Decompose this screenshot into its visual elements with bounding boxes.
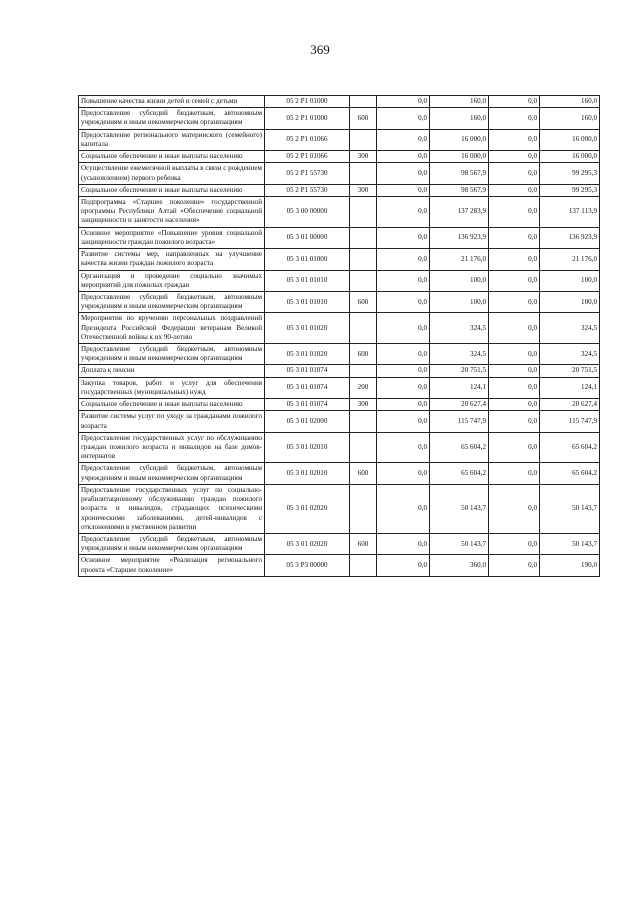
row-code: 05 3 01 02000 [265,411,350,432]
row-value-2: 98 567,9 [430,184,489,196]
row-expense-type: 200 [350,377,377,398]
row-value-2: 20 751,5 [430,365,489,377]
row-value-3: 0,0 [489,108,540,129]
row-name: Предоставление государственных услуг по социально-реабилитационному обслуживанию граждан пожилого возраста и инвалидов, страдающих психическими хроническими заболеваниями, детей-инвалидов с отклонениями в умственном развитии [79,484,265,533]
row-expense-type: 600 [350,533,377,554]
row-value-2: 65 604,2 [430,463,489,484]
table-row [79,313,600,344]
row-value-4: 16 000,0 [540,151,600,163]
table-row [79,432,600,463]
row-value-2: 16 000,0 [430,151,489,163]
row-name: Развитие системы мер, направленных на улучшение качества жизни граждан пожилого возраста [79,249,265,270]
row-value-2: 115 747,9 [430,411,489,432]
row-value-3: 0,0 [489,555,540,576]
table-row [79,377,600,398]
row-code: 05 2 P1 01000 [265,96,350,108]
row-expense-type: 300 [350,184,377,196]
row-name: Доплата к пенсии [79,365,265,377]
row-value-4: 50 143,7 [540,484,600,533]
row-value-3: 0,0 [489,291,540,312]
row-value-2: 21 176,0 [430,249,489,270]
row-value-4: 20 751,5 [540,365,600,377]
row-value-2: 324,5 [430,344,489,365]
table-row [79,163,600,184]
row-value-3: 0,0 [489,96,540,108]
table-row [79,129,600,150]
row-value-4: 160,0 [540,96,600,108]
row-code: 05 3 01 02010 [265,463,350,484]
row-value-3: 0,0 [489,227,540,248]
row-value-2: 137 283,9 [430,196,489,227]
row-value-4: 190,0 [540,555,600,576]
row-code: 05 3 P3 00000 [265,555,350,576]
row-name: Социальное обеспечение и иные выплаты населению [79,184,265,196]
table-row [79,270,600,291]
row-value-4: 137 113,9 [540,196,600,227]
table-row [79,484,600,533]
row-value-4: 99 295,3 [540,184,600,196]
row-expense-type [350,555,377,576]
row-value-2: 160,0 [430,108,489,129]
row-value-3: 0,0 [489,344,540,365]
row-value-1: 0,0 [377,96,430,108]
row-value-2: 160,0 [430,96,489,108]
row-name: Повышение качества жизни детей и семей с детьми [79,96,265,108]
row-value-4: 100,0 [540,270,600,291]
row-expense-type [350,196,377,227]
row-code: 05 3 01 01000 [265,249,350,270]
row-code: 05 2 P1 01000 [265,108,350,129]
row-value-1: 0,0 [377,411,430,432]
row-value-1: 0,0 [377,227,430,248]
row-expense-type: 600 [350,344,377,365]
row-name: Осуществление ежемесячной выплаты в связи с рождением (усыновлением) первого ребенка [79,163,265,184]
row-value-2: 20 627,4 [430,399,489,411]
row-code: 05 3 01 01010 [265,291,350,312]
row-value-3: 0,0 [489,249,540,270]
table-row [79,249,600,270]
table-row [79,184,600,196]
row-expense-type: 600 [350,108,377,129]
row-name: Организация и проведение социально значимых мероприятий для пожилых граждан [79,270,265,291]
table-row [79,344,600,365]
row-expense-type [350,484,377,533]
row-value-3: 0,0 [489,432,540,463]
table-row [79,463,600,484]
row-value-1: 0,0 [377,432,430,463]
row-value-1: 0,0 [377,365,430,377]
table-row [79,96,600,108]
row-value-1: 0,0 [377,129,430,150]
row-value-4: 20 627,4 [540,399,600,411]
table-row [79,151,600,163]
row-value-1: 0,0 [377,484,430,533]
row-name: Закупка товаров, работ и услуг для обеспечения государственных (муниципальных) нужд [79,377,265,398]
row-expense-type [350,96,377,108]
row-value-1: 0,0 [377,196,430,227]
row-code: 05 3 00 00000 [265,196,350,227]
row-value-2: 98 567,9 [430,163,489,184]
row-value-3: 0,0 [489,184,540,196]
table-row [79,365,600,377]
row-value-3: 0,0 [489,151,540,163]
row-value-4: 324,5 [540,313,600,344]
row-value-3: 0,0 [489,313,540,344]
row-value-1: 0,0 [377,377,430,398]
row-value-4: 124,1 [540,377,600,398]
row-name: Предоставление субсидий бюджетным, автономным учреждениям и иным некоммерческим организациям [79,291,265,312]
row-value-1: 0,0 [377,249,430,270]
row-value-1: 0,0 [377,184,430,196]
table-row [79,533,600,554]
table-row [79,411,600,432]
row-name: Предоставление субсидий бюджетным, автономным учреждениям и иным некоммерческим организациям [79,344,265,365]
row-value-3: 0,0 [489,484,540,533]
row-value-2: 100,0 [430,291,489,312]
row-name: Предоставление регионального материнского (семейного) капитала [79,129,265,150]
table-row [79,399,600,411]
row-value-3: 0,0 [489,270,540,291]
row-name: Социальное обеспечение и иные выплаты населению [79,399,265,411]
row-expense-type [350,411,377,432]
row-value-1: 0,0 [377,108,430,129]
row-expense-type: 300 [350,151,377,163]
row-value-3: 0,0 [489,365,540,377]
row-expense-type [350,432,377,463]
row-value-3: 0,0 [489,463,540,484]
row-expense-type: 300 [350,399,377,411]
row-expense-type [350,313,377,344]
row-code: 05 3 01 02020 [265,484,350,533]
row-value-2: 50 143,7 [430,533,489,554]
table-row [79,196,600,227]
row-value-1: 0,0 [377,344,430,365]
row-code: 05 3 01 01020 [265,344,350,365]
budget-table [78,95,600,577]
row-value-4: 16 000,0 [540,129,600,150]
row-value-1: 0,0 [377,533,430,554]
row-expense-type [350,163,377,184]
row-expense-type [350,270,377,291]
row-code: 05 3 01 01010 [265,270,350,291]
row-name: Мероприятия по вручению персональных поздравлений Президента Российской Федерации ветеранам Великой Отечественной войны к их 90-летию [79,313,265,344]
row-name: Основное мероприятие «Реализация регионального проекта «Старшее поколение» [79,555,265,576]
row-code: 05 2 P1 55730 [265,163,350,184]
row-expense-type [350,129,377,150]
row-value-3: 0,0 [489,533,540,554]
row-value-1: 0,0 [377,555,430,576]
row-value-1: 0,0 [377,313,430,344]
row-name: Предоставление субсидий бюджетным, автономным учреждениям и иным некоммерческим организациям [79,463,265,484]
row-code: 05 2 P1 01066 [265,129,350,150]
row-value-4: 115 747,9 [540,411,600,432]
row-code: 05 3 01 01074 [265,377,350,398]
row-name: Предоставление субсидий бюджетным, автономным учреждениям и иным некоммерческим организациям [79,533,265,554]
row-value-3: 0,0 [489,377,540,398]
row-value-1: 0,0 [377,151,430,163]
budget-table-body [79,96,600,577]
row-expense-type [350,365,377,377]
row-value-2: 50 143,7 [430,484,489,533]
row-value-2: 65 604,2 [430,432,489,463]
row-value-4: 65 604,2 [540,432,600,463]
row-name: Основное мероприятие «Повышение уровня социальной защищенности граждан пожилого возраста» [79,227,265,248]
row-code: 05 3 01 00000 [265,227,350,248]
row-value-4: 160,0 [540,108,600,129]
row-value-4: 50 143,7 [540,533,600,554]
row-name: Подпрограмма «Старшее поколение» государственной программы Республики Алтай «Обеспечение социальной защищенности и занятости населения» [79,196,265,227]
row-value-1: 0,0 [377,163,430,184]
row-code: 05 3 01 02010 [265,432,350,463]
row-value-4: 324,5 [540,344,600,365]
row-value-4: 99 295,3 [540,163,600,184]
row-value-1: 0,0 [377,291,430,312]
row-value-4: 136 923,9 [540,227,600,248]
page-number: 369 [310,42,330,57]
row-code: 05 2 P1 01066 [265,151,350,163]
row-value-3: 0,0 [489,411,540,432]
row-code: 05 2 P1 55730 [265,184,350,196]
row-expense-type [350,249,377,270]
row-value-4: 21 176,0 [540,249,600,270]
row-name: Социальное обеспечение и иные выплаты населению [79,151,265,163]
row-expense-type: 600 [350,291,377,312]
row-value-2: 100,0 [430,270,489,291]
row-value-2: 324,5 [430,313,489,344]
row-value-3: 0,0 [489,129,540,150]
row-code: 05 3 01 01074 [265,399,350,411]
table-row [79,227,600,248]
row-value-4: 65 604,2 [540,463,600,484]
row-value-3: 0,0 [489,163,540,184]
row-value-3: 0,0 [489,399,540,411]
row-code: 05 3 01 01020 [265,313,350,344]
row-expense-type: 600 [350,463,377,484]
row-name: Предоставление субсидий бюджетным, автономным учреждениям и иным некоммерческим организациям [79,108,265,129]
row-value-2: 136 923,9 [430,227,489,248]
row-value-3: 0,0 [489,196,540,227]
row-value-1: 0,0 [377,463,430,484]
row-value-4: 100,0 [540,291,600,312]
row-value-2: 16 000,0 [430,129,489,150]
row-code: 05 3 01 02020 [265,533,350,554]
row-value-2: 360,0 [430,555,489,576]
row-name: Предоставление государственных услуг по обслуживанию граждан пожилого возраста и инвалидов на базе домов-интернатов [79,432,265,463]
row-value-1: 0,0 [377,270,430,291]
table-row [79,291,600,312]
table-row [79,108,600,129]
row-expense-type [350,227,377,248]
table-row [79,555,600,576]
row-value-1: 0,0 [377,399,430,411]
row-value-2: 124,1 [430,377,489,398]
row-code: 05 3 01 01074 [265,365,350,377]
row-name: Развитие системы услуг по уходу за гражданами пожилого возраста [79,411,265,432]
